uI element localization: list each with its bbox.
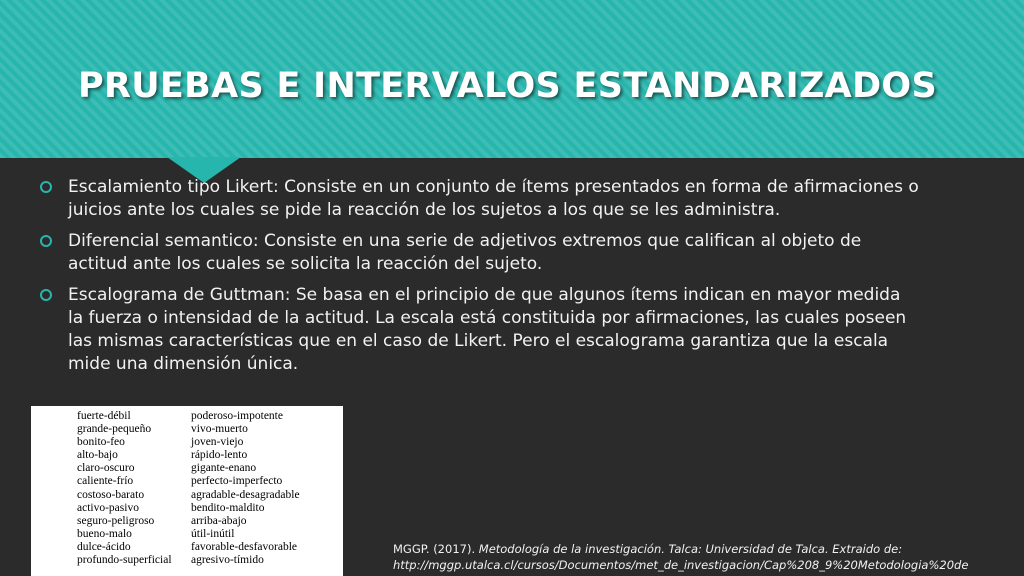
adjective-pair: perfecto-imperfecto [191, 475, 283, 488]
bullet-text-guttman: Escalograma de Guttman: Se basa en el principio de que algunos ítems indican en mayor medida la fuerza o intensidad de la actitud. La escala está constituida por afirmaciones, las cuales poseen las mismas características que en el caso de Likert. Pero el escalograma garantiza que la escala mide una dimensión única. [68, 285, 907, 374]
adjective-pair: fuerte-débil [77, 410, 131, 422]
adjective-pair: grande-pequeño [77, 423, 152, 436]
adjective-pair: favorable-desfavorable [191, 540, 297, 553]
adjective-pair: seguro-peligroso [77, 514, 155, 527]
adjective-pair: bueno-malo [77, 527, 132, 540]
adjective-pair: joven-viejo [191, 436, 244, 449]
adjective-pairs-table [31, 406, 343, 576]
circle-bullet-icon [40, 235, 52, 247]
bullet-text-likert: Escalamiento tipo Likert: Consiste en un conjunto de ítems presentados en forma de afirmaciones o juicios ante los cuales se pide la reacción de los sujetos a los que se les administra. [68, 177, 919, 220]
circle-bullet-icon [40, 289, 52, 301]
adjective-pair: arriba-abajo [191, 514, 247, 527]
adjective-pair: gigante-enano [191, 462, 257, 475]
circle-bullet-icon [40, 181, 52, 193]
adjective-pair: alto-bajo [77, 449, 118, 462]
adjective-pair: poderoso-impotente [191, 410, 283, 422]
adjective-pair: agresivo-tímido [191, 554, 264, 567]
bullet-item [40, 176, 920, 222]
citation-source: Metodología de la investigación. Talca: Universidad de Talca. Extraido de: [478, 542, 903, 556]
citation-line-1 [393, 541, 1024, 557]
adjective-pair: caliente-frío [77, 475, 134, 488]
citation-author: MGGP. (2017). [393, 542, 479, 556]
adjective-pair: activo-pasivo [77, 501, 139, 514]
bullet-item [40, 230, 920, 276]
adjective-pair: dulce-ácido [77, 540, 131, 553]
bullet-item [40, 284, 920, 376]
adjective-column-right [191, 410, 300, 567]
adjective-pair: bendito-maldito [191, 501, 265, 514]
adjective-pair: claro-oscuro [77, 462, 135, 475]
bullet-list [40, 176, 920, 384]
adjective-pair: agradable-desagradable [191, 488, 300, 501]
adjective-pair: bonito-feo [77, 436, 125, 449]
adjective-pair: útil-inútil [191, 527, 235, 540]
adjective-pair: costoso-barato [77, 488, 145, 501]
adjective-column-left [77, 410, 172, 567]
slide-title: PRUEBAS E INTERVALOS ESTANDARIZADOS [78, 66, 937, 106]
bullet-text-diferencial: Diferencial semantico: Consiste en una serie de adjetivos extremos que califican al objeto de actitud ante los cuales se solicita la reacción del sujeto. [68, 231, 862, 274]
adjective-pair: vivo-muerto [191, 423, 248, 436]
adjective-pair: profundo-superficial [77, 554, 172, 567]
citation-url[interactable]: http://mggp.utalca.cl/cursos/Documentos/met_de_investigacion/Cap%208_9%20Metodologia%20de [393, 558, 969, 572]
citation [393, 541, 1024, 573]
adjective-pair: rápido-lento [191, 449, 248, 462]
